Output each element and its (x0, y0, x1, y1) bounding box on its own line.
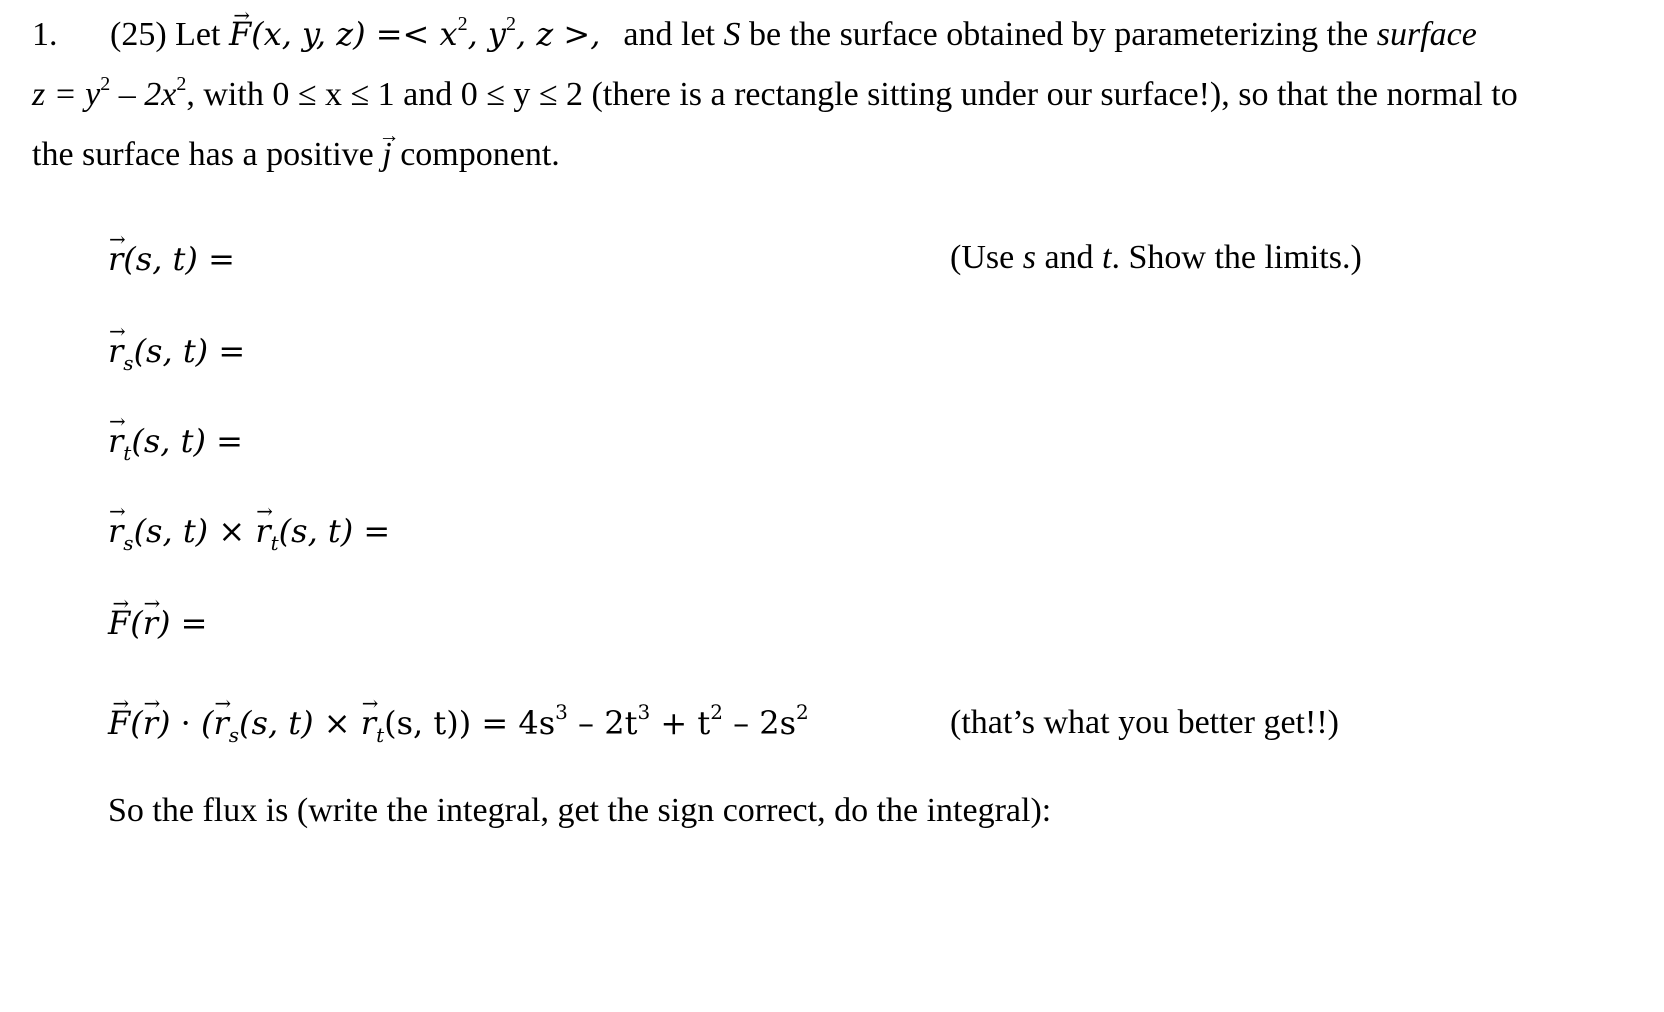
dot-mid: (s, t) × (239, 704, 351, 742)
dot-rest3: – 2s (722, 704, 797, 742)
cross-label: (s, t) × (133, 512, 246, 550)
subscript-s: s (123, 351, 134, 375)
vector-r: → r (108, 240, 123, 278)
vector-r: → r (108, 332, 123, 370)
sup: 3 (637, 700, 651, 724)
paren: ) (185, 240, 198, 278)
dot-row: → F(→ r) · (→ $r_s(s$, t) × → $r_t(s$, $t)) = 4s^3 - 2t^3 + t^2 - 2s^2$ (108, 704, 809, 742)
subscript-t: t (376, 723, 385, 747)
vector-F: → F (108, 604, 130, 642)
t-symbol: t (172, 240, 186, 278)
F-args: (x, y, z) =< x (251, 15, 458, 53)
sup: 2 (457, 13, 468, 35)
line2-rest: , with 0 ≤ x ≤ 1 and 0 ≤ y ≤ 2 (there is a rectangle sitting under our surface!), so that the normal to (186, 76, 1518, 113)
dot-operator: · (180, 704, 191, 742)
comma-y: , y (467, 15, 506, 53)
F-r-row: → F(→ r) = (108, 604, 207, 642)
s-symbol: s (135, 240, 153, 278)
line3-b: component. (400, 136, 560, 173)
subscript-s: s (228, 723, 240, 747)
sup: 2 (176, 73, 187, 95)
vector-F: → F (108, 704, 130, 742)
eq-y: = y (45, 76, 101, 113)
subscript-s: s (123, 531, 134, 555)
rs-row (108, 332, 246, 375)
rt-label: (s, t) = (131, 422, 243, 460)
flux-line: So the flux is (write the integral, get the sign correct, do the integral): (108, 792, 1052, 829)
problem-number: 1. (32, 16, 58, 53)
subscript-t: t (270, 531, 279, 555)
r-row: → r(s, t) = (108, 240, 235, 278)
vector-r: → r (108, 422, 123, 460)
minus-2x: – 2x (110, 76, 177, 113)
equals: = (180, 604, 208, 642)
vector-r: → r (143, 704, 158, 742)
rs-label: (s, t) = (133, 332, 246, 370)
problem-line-2 (32, 73, 1518, 113)
sup: 2 (506, 13, 516, 35)
surface-italic: surface (1376, 16, 1477, 53)
sup: 2 (796, 700, 809, 724)
and-let: and let (623, 16, 715, 53)
r-hint: (Use s and t. Show the limits.) (950, 239, 1362, 276)
vector-r: → r (361, 704, 376, 742)
dot-hint: (that’s what you better get!!) (950, 704, 1339, 741)
vector-j: → j (382, 138, 391, 172)
cross-row (108, 512, 391, 555)
be-the-surface: be the surface obtained by parameterizing the (748, 16, 1369, 53)
S-symbol: S (723, 16, 741, 53)
rt-row (108, 422, 243, 465)
problem-line-1 (110, 13, 1477, 53)
vector-r: → r (143, 604, 158, 642)
problem-line-3 (32, 138, 560, 172)
vector-r: → r (108, 512, 123, 550)
let-word: Let (175, 16, 221, 53)
z-symbol: z (32, 76, 46, 113)
sup: 2 (710, 700, 723, 724)
sup: 3 (555, 700, 568, 724)
cross-label2: (s, t) = (278, 512, 391, 550)
points: (25) (110, 16, 167, 53)
dot-end: (s, t)) = 4s (384, 704, 556, 742)
subscript-t: t (123, 441, 132, 465)
vector-r: → r (255, 512, 270, 550)
dot-rest2: + t (650, 704, 711, 742)
dot-rest1: – 2t (567, 704, 638, 742)
sup: 2 (100, 73, 111, 95)
vector-r: → r (213, 704, 228, 742)
line3-a: the surface has a positive (32, 136, 374, 173)
paren: ( (123, 240, 136, 278)
comma-z: , z >, (516, 15, 601, 53)
vector-F: → F (229, 18, 251, 50)
